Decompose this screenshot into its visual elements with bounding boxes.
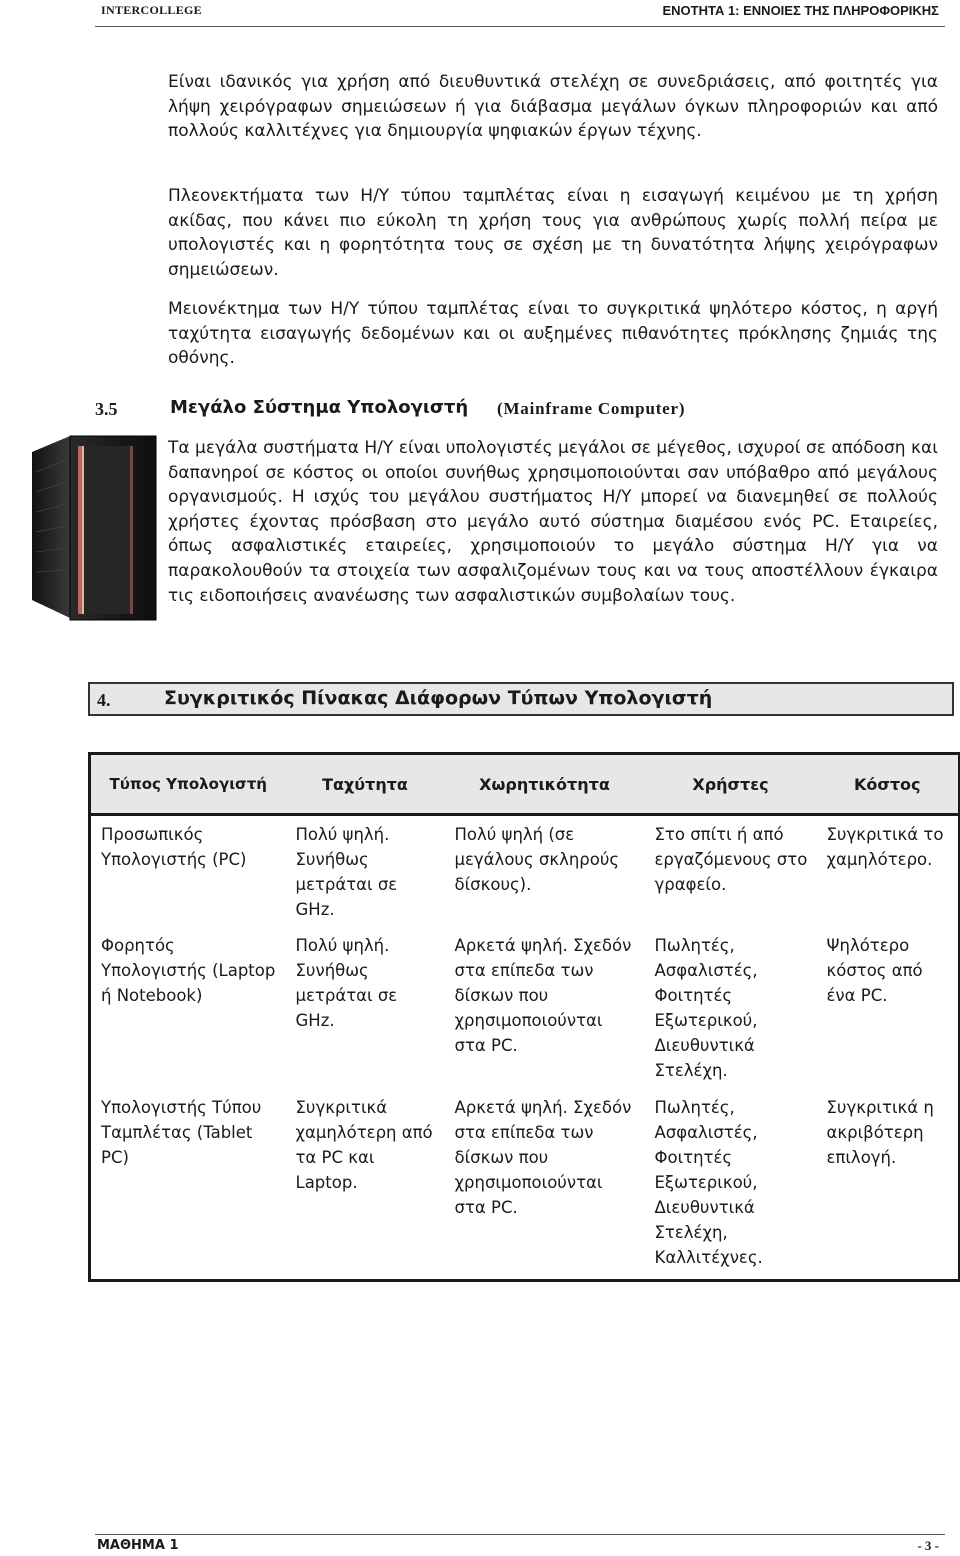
section-title: Μεγάλο Σύστημα Υπολογιστή [170, 397, 469, 418]
column-header-cost: Κόστος [817, 754, 960, 815]
page-number: - 3 - [917, 1538, 939, 1553]
table-cell: Ψηλότερο κόστος από ένα PC. [826, 935, 923, 1005]
section-number: 4. [97, 690, 111, 710]
section-subtitle: (Mainframe Computer) [497, 399, 686, 418]
table-row [90, 927, 960, 1089]
section-heading-mainframe [95, 397, 945, 425]
table-cell: Προσωπικός Υπολογιστής (PC) [101, 825, 247, 869]
table-header-row [90, 754, 960, 815]
column-header-users: Χρήστες [645, 754, 817, 815]
paragraph-mainframe-description: Τα μεγάλα συστήματα Η/Υ είναι υπολογιστές μεγάλοι σε μέγεθος, ισχυροί σε απόδοση και δαπανηροί σε κόστος οι οποίοι συνήθως χρησιμοποιούνται σαν υπόβαθρο από μεγάλους οργανισμούς. Η ισχύς του μεγάλου συστήματος Η/Υ μπορεί να διανεμηθεί σε πολλούς χρήστες έχοντας πρόσβαση στο μεγάλο αυτό σύστημα διαμέσου ενός PC. Εταιρείες, όπως ασφαλιστικές εταιρείες, χρησιμοποιούν το μεγάλο σύστημα Η/Υ για να παρακολουθούν τα στοιχεία των ασφαλιζομένων τους και να τους αποστέλλουν έγκαιρα τις ειδοποιήσεις ανανέωσης των ασφαλιστικών συμβολαίων τους. [168, 438, 938, 606]
table-cell: Πολύ ψηλή. Συνήθως μετράται σε GHz. [295, 935, 398, 1030]
table-cell: Φορητός Υπολογιστής (Laptop ή Notebook) [101, 935, 276, 1005]
section-number: 3.5 [95, 399, 118, 419]
page-header [95, 0, 945, 27]
column-header-capacity: Χωρητικότητα [445, 754, 645, 815]
table-cell: Υπολογιστής Τύπου Ταμπλέτας (Tablet PC) [101, 1097, 262, 1167]
table-cell: Πολύ ψηλή. Συνήθως μετράται σε GHz. [295, 825, 398, 919]
table-row [90, 1089, 960, 1281]
table-cell: Πωλητές, Ασφαλιστές, Φοιτητές Εξωτερικού, Διευθυντικά Στελέχη. [654, 935, 758, 1080]
column-header-type: Τύπος Υπολογιστή [90, 754, 286, 815]
page-footer [95, 1534, 945, 1556]
table-cell: Συγκριτικά το χαμηλότερο. [826, 825, 944, 869]
section-heading-comparison [88, 682, 954, 716]
table-cell: Πωλητές, Ασφαλιστές, Φοιτητές Εξωτερικού, Διευθυντικά Στελέχη, Καλλιτέχνες. [654, 1097, 763, 1267]
footer-lesson: ΜΑΘΗΜΑ 1 [97, 1538, 179, 1553]
table-row [90, 815, 960, 927]
table-cell: Αρκετά ψηλή. Σχεδόν στα επίπεδα των δίσκων που χρησιμοποιούνται στα PC. [454, 1097, 632, 1217]
header-unit-title: ΕΝΟΤΗΤΑ 1: ΕΝΝΟΙΕΣ ΤΗΣ ΠΛΗΡΟΦΟΡΙΚΗΣ [662, 3, 939, 18]
table-cell: Αρκετά ψηλή. Σχεδόν στα επίπεδα των δίσκων που χρησιμοποιούνται στα PC. [454, 935, 632, 1055]
table-cell: Συγκριτικά χαμηλότερη από τα PC και Laptop. [295, 1097, 433, 1192]
section-title: Συγκριτικός Πίνακας Διάφορων Τύπων Υπολογιστή [164, 687, 713, 709]
table-cell: Συγκριτικά η ακριβότερη επιλογή. [826, 1097, 934, 1167]
column-header-speed: Ταχύτητα [286, 754, 445, 815]
paragraph-tablet-advantages: Πλεονεκτήματα των Η/Υ τύπου ταμπλέτας είναι η εισαγωγή κειμένου με τη χρήση ακίδας, που κάνει πιο εύκολη τη χρήση τους για ανθρώπους χωρίς πολλή πείρα με υπολογιστές και η φορητότητα τους σε σχέση με τη δυνατότητα λήψης χειρόγραφων σημειώσεων. [168, 186, 938, 280]
table-cell: Πολύ ψηλή (σε μεγάλους σκληρούς δίσκους). [454, 825, 620, 894]
table-cell: Στο σπίτι ή από εργαζόμενους στο γραφείο. [654, 825, 808, 894]
mainframe-computer-image [30, 432, 158, 624]
header-institution: INTERCOLLEGE [101, 3, 202, 17]
comparison-table [88, 752, 960, 1282]
paragraph-tablet-disadvantages: Μειονέκτημα των Η/Υ τύπου ταμπλέτας είναι το συγκριτικά ψηλότερο κόστος, η αργή ταχύτητα εισαγωγής δεδομένων και οι αυξημένες πιθανότητες πρόκλησης ζημιάς της οθόνης. [168, 299, 938, 368]
paragraph-tablet-usage: Είναι ιδανικός για χρήση από διευθυντικά στελέχη σε συνεδριάσεις, από φοιτητές για λήψη χειρόγραφων σημειώσεων ή για διάβασμα μεγάλων όγκων πληροφοριών και από πολλούς καλλιτέχνες για δημιουργία ψηφιακών έργων τέχνης. [168, 72, 938, 141]
